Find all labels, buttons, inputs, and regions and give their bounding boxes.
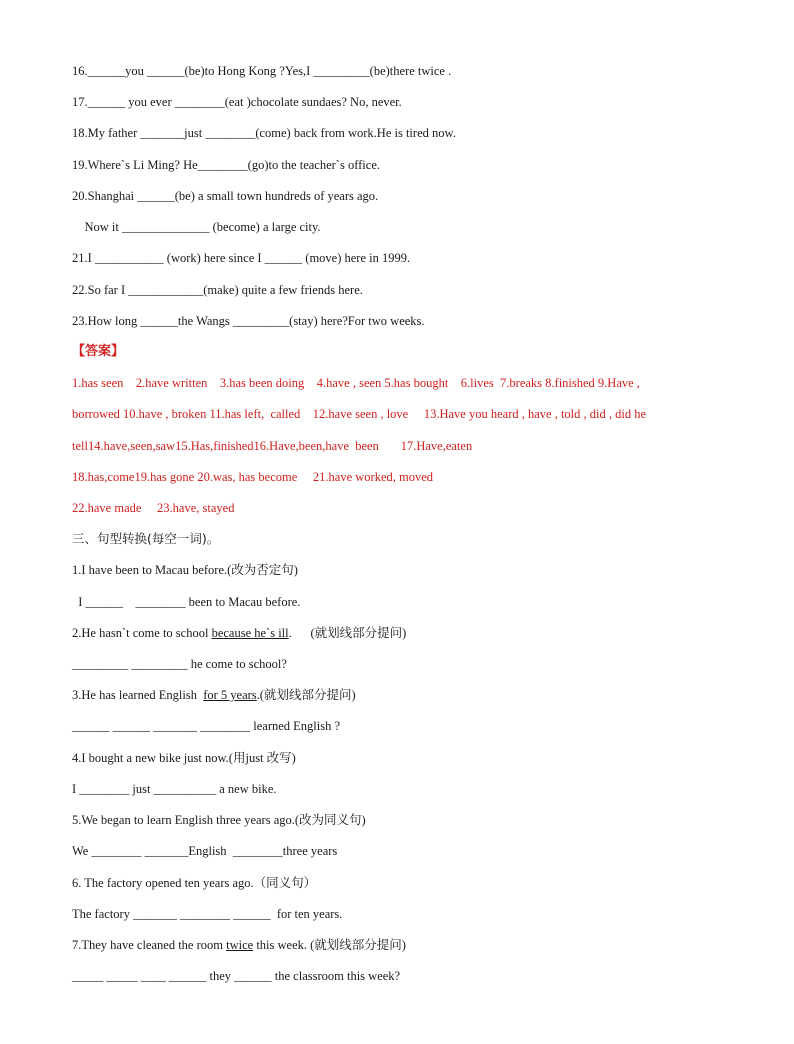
transform-question-6 bbox=[72, 875, 316, 891]
question-20-continued: Now it ______________ (become) a large city. bbox=[72, 220, 321, 234]
answer-line-4: 18.has,come19.has gone 20.was, has become 21.have worked, moved bbox=[72, 470, 434, 484]
answer-line-1: 1.has seen 2.have written 3.has been doing 4.have , seen 5.has bought 6.lives 7.breaks 8.finished 9.Have , bbox=[72, 376, 640, 390]
question-22: 22.So far I ____________(make) quite a few friends here. bbox=[72, 283, 363, 297]
question-18: 18.My father _______just ________(come) back from work.He is tired now. bbox=[72, 126, 456, 140]
transform-question-3 bbox=[72, 687, 356, 703]
question-text: 3.He has learned English bbox=[72, 688, 204, 702]
transform-question-7 bbox=[72, 937, 406, 953]
transform-answer-6: The factory _______ ________ ______ for ten years. bbox=[72, 907, 343, 921]
transform-answer-1: I ______ ________ been to Macau before. bbox=[72, 595, 301, 609]
transform-answer-4: I ________ just __________ a new bike. bbox=[72, 782, 277, 796]
question-text: 7.They have cleaned the room bbox=[72, 938, 227, 952]
transform-question-4 bbox=[72, 750, 296, 766]
question-text: 1.I have been to Macau before.(改为否定句) bbox=[72, 563, 298, 577]
transform-answer-2: _________ _________ he come to school? bbox=[72, 657, 287, 671]
answer-line-3: tell14.have,seen,saw15.Has,finished16.Have,been,have been 17.Have,eaten bbox=[72, 439, 473, 453]
answer-heading: 【答案】 bbox=[72, 344, 125, 359]
transform-question-1 bbox=[72, 562, 298, 578]
question-instruction: this week. (就划线部分提问) bbox=[253, 938, 406, 952]
underlined-phrase: for 5 years bbox=[203, 688, 257, 702]
transform-answer-7: _____ _____ ____ ______ they ______ the classroom this week? bbox=[72, 969, 401, 983]
question-21: 21.I ___________ (work) here since I ______ (move) here in 1999. bbox=[72, 251, 411, 265]
section-3-heading: 三、句型转换(每空一词)。 bbox=[72, 531, 220, 546]
transform-question-5 bbox=[72, 812, 366, 828]
transform-answer-5: We ________ _______English ________three years bbox=[72, 844, 338, 858]
question-23: 23.How long ______the Wangs _________(stay) here?For two weeks. bbox=[72, 314, 425, 328]
transform-question-2 bbox=[72, 625, 406, 641]
question-instruction: .(就划线部分提问) bbox=[256, 688, 356, 702]
question-text: 5.We began to learn English three years ago.(改为同义句) bbox=[72, 813, 366, 827]
question-instruction: . (就划线部分提问) bbox=[288, 626, 407, 640]
answer-line-5: 22.have made 23.have, stayed bbox=[72, 501, 235, 515]
question-16: 16.______you ______(be)to Hong Kong ?Yes,I _________(be)there twice . bbox=[72, 64, 452, 78]
question-text: 2.He hasn`t come to school bbox=[72, 626, 212, 640]
question-17: 17.______ you ever ________(eat )chocolate sundaes? No, never. bbox=[72, 95, 402, 109]
underlined-phrase: because he`s ill bbox=[211, 626, 289, 640]
question-text: 4.I bought a new bike just now.(用just 改写) bbox=[72, 751, 296, 765]
question-text: 6. The factory opened ten years ago.（同义句） bbox=[72, 876, 317, 890]
transform-answer-3: ______ ______ _______ ________ learned English ? bbox=[72, 719, 341, 733]
underlined-phrase: twice bbox=[226, 938, 254, 952]
question-20: 20.Shanghai ______(be) a small town hundreds of years ago. bbox=[72, 189, 379, 203]
question-19: 19.Where`s Li Ming? He________(go)to the teacher`s office. bbox=[72, 158, 380, 172]
answer-line-2: borrowed 10.have , broken 11.has left, called 12.have seen , love 13.Have you heard , have , told , did , did he bbox=[72, 407, 647, 421]
